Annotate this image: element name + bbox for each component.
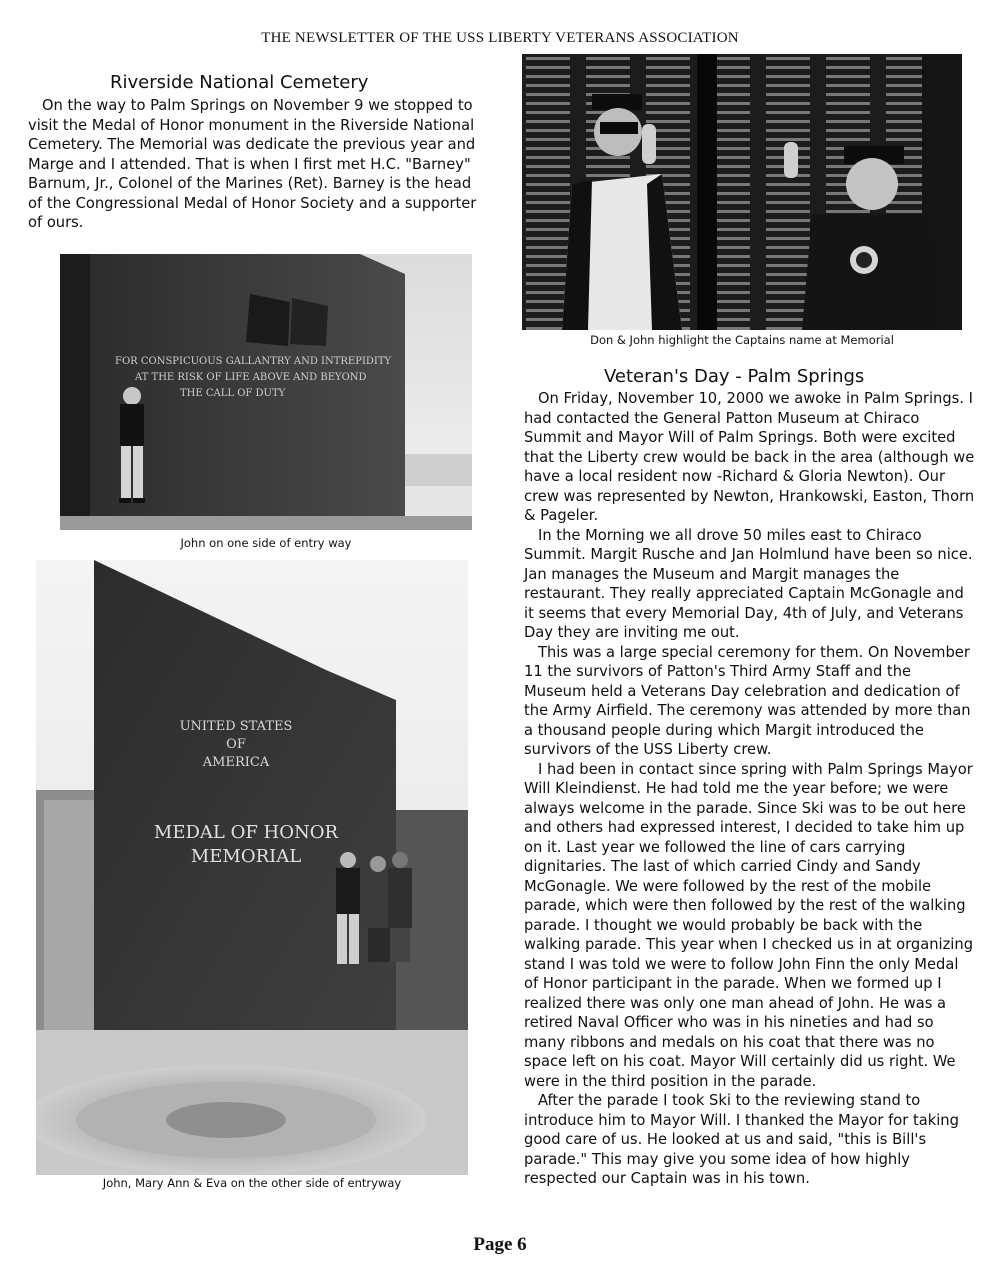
- entry-wall-line-1: FOR CONSPICUOUS GALLANTRY AND INTREPIDITY: [115, 356, 392, 367]
- memorial-wall-text-3: AMERICA: [202, 755, 270, 770]
- photo-entry-side: [60, 254, 472, 530]
- riverside-article: [28, 96, 478, 233]
- veterans-day-paragraph-3: This was a large special ceremony for them. On November 11 the survivors of Patton's Third Army Staff and the Museum held a Veterans Day celebration and dedication of the Army Airfield. The ceremony was attended by more than a thousand people during which Margit introduced the survivors of the USS Liberty crew.: [524, 643, 971, 758]
- memorial-wall-title-2: MEMORIAL: [190, 846, 302, 867]
- photo-memorial-wall: [36, 560, 468, 1175]
- photo-entry-side-image: [60, 254, 472, 530]
- veterans-day-article: [524, 389, 976, 1189]
- caption-captains-name: Don & John highlight the Captains name at Memorial: [590, 333, 894, 347]
- photo-captains-name-image: [522, 54, 962, 330]
- caption-entry-side: John on one side of entry way: [180, 536, 352, 550]
- photo-memorial-wall-image: [36, 560, 468, 1175]
- memorial-wall-text-2: OF: [226, 737, 246, 752]
- riverside-title: Riverside National Cemetery: [110, 72, 369, 93]
- memorial-wall-title-1: MEDAL OF HONOR: [153, 822, 339, 843]
- riverside-paragraph-1: On the way to Palm Springs on November 9 we stopped to visit the Medal of Honor monument in the Riverside National Cemetery. The Memorial was dedicate the previous year and Marge and I attended. That is when I first met H.C. "Barney" Barnum, Jr., Colonel of the Marines (Ret). Barney is the head of the Congressional Medal of Honor Society and a supporter of ours.: [28, 97, 477, 231]
- entry-wall-line-2: AT THE RISK OF LIFE ABOVE AND BEYOND: [135, 372, 367, 383]
- veterans-day-paragraph-1: On Friday, November 10, 2000 we awoke in Palm Springs. I had contacted the General Patton Museum at Chiraco Summit and Mayor Will of Palm Springs. Both were excited that the Liberty crew would be back in the area (although we have a local resident now -Richard & Gloria Newton). Our crew was represented by Newton, Hrankowski, Easton, Thorn & Pageler.: [524, 390, 975, 524]
- page-number: Page 6: [473, 1234, 527, 1255]
- photo-captains-name: [522, 54, 962, 330]
- entry-wall-line-3: THE CALL OF DUTY: [180, 388, 286, 399]
- newsletter-masthead: THE NEWSLETTER OF THE USS LIBERTY VETERANS ASSOCIATION: [261, 30, 739, 46]
- memorial-wall-text-1: UNITED STATES: [179, 719, 293, 734]
- veterans-day-paragraph-5: After the parade I took Ski to the reviewing stand to introduce him to Mayor Will. I thanked the Mayor for taking good care of us. He looked at us and said, "this is Bill's parade." This may give you some idea of how highly respected our Captain was in his town.: [524, 1092, 959, 1187]
- veterans-day-title: Veteran's Day - Palm Springs: [604, 366, 865, 387]
- veterans-day-paragraph-2: In the Morning we all drove 50 miles east to Chiraco Summit. Margit Rusche and Jan Holmlund have been so nice. Jan manages the Museum and Margit manages the restaurant. They really appreciated Captain McGonagle and it seems that every Memorial Day, 4th of July, and Veterans Day they are inviting me out.: [524, 526, 973, 641]
- veterans-day-paragraph-4: I had been in contact since spring with Palm Springs Mayor Will Kleindienst. He had told me the year before; we were always welcome in the parade. Since Ski was to be out here and others had expressed interest, I decided to take him up on it. Last year we followed the line of cars carrying dignitaries. The last of which carried Cindy and Sandy McGonagle. We were followed by the rest of the mobile parade, which were then followed by the rest of the walking parade. I thought we would probably be back with the walking parade. This year when I checked us in at organizing stand I was told we were to follow John Finn the only Medal of Honor participant in the parade. When we formed up I realized there was only one man ahead of John. He was a retired Naval Officer who was in his nineties and had so many ribbons and medals on his coat that there was no space left on his coat. Mayor Will certainly did us right. We were in the third position in the parade.: [524, 760, 974, 1090]
- caption-memorial-wall: John, Mary Ann & Eva on the other side of entryway: [102, 1176, 402, 1190]
